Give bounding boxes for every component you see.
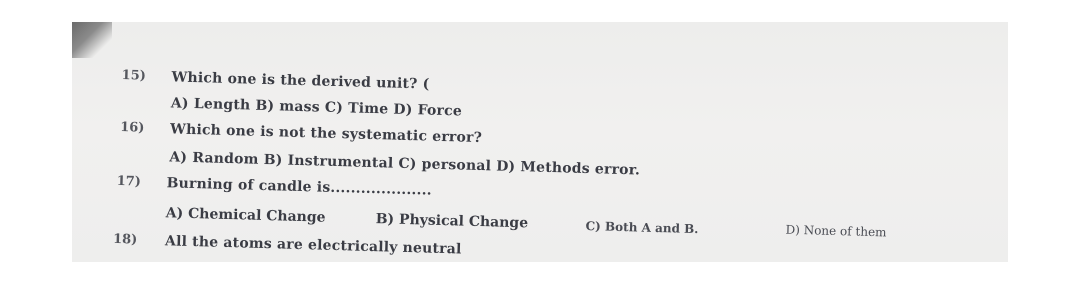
question-17-option-b: B) Physical Change (375, 211, 529, 232)
question-list (112, 62, 1002, 262)
question-17-number: 17) (116, 173, 142, 190)
question-18-text: All the atoms are electrically neutral (164, 233, 462, 258)
question-17-option-c: C) Both A and B. (585, 219, 699, 237)
question-18-number: 18) (112, 231, 138, 248)
question-15-number: 15) (121, 67, 147, 84)
question-17-option-a: A) Chemical Change (165, 205, 326, 226)
question-17-text: Burning of candle is.................... (166, 175, 433, 199)
question-17-option-d: D) None of them (785, 222, 887, 240)
question-15-options: A) Length B) mass C) Time D) Force (170, 95, 463, 120)
paper-sheet (72, 22, 1008, 262)
question-15-text: Which one is the derived unit? ( (171, 69, 430, 93)
photo-corner-shadow (72, 22, 112, 58)
question-16-text: Which one is not the systematic error? (169, 121, 483, 147)
question-16-options: A) Random B) Instrumental C) personal D) Methods error. (169, 149, 641, 179)
question-16-number: 16) (119, 119, 145, 136)
